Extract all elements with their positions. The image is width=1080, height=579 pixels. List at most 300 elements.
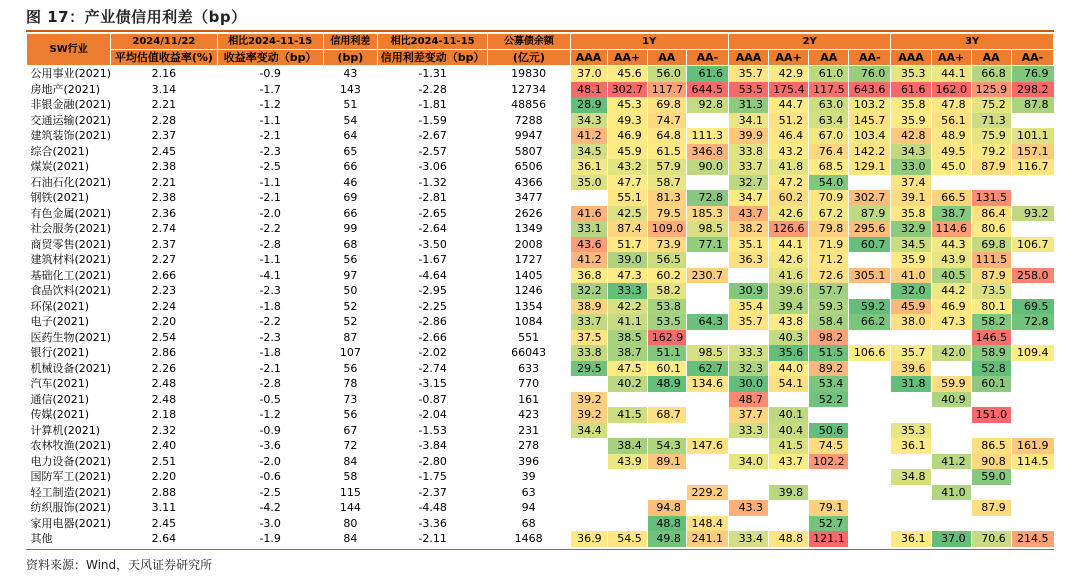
header-rating: AA- [686,50,728,66]
heat-cell: 39.9 [728,128,768,144]
table-row [27,299,1054,315]
spread-change-cell: -2.80 [418,454,447,468]
heat-cell: 35.0 [570,175,607,191]
heat-cell: 61.6 [891,82,931,98]
heat-cell: 43.7 [728,206,768,222]
industry-cell: 食品饮料(2021) [30,284,112,298]
heat-cell: 54.1 [769,376,809,392]
heat-cell: 35.7 [728,66,768,82]
heat-cell: 98.5 [686,221,728,237]
header-tenor-1y: 1Y [570,34,728,50]
spread-change-cell: -1.53 [418,423,447,437]
heat-cell: 49.5 [931,144,971,160]
header-spread-change: 信用利差变动（bp） [377,50,487,66]
heat-cell: 31.8 [891,376,931,392]
heat-cell [686,299,728,315]
spread-change-cell: -3.15 [418,377,447,391]
heat-cell: 43.3 [728,500,768,516]
heat-cell: 79.5 [647,206,686,222]
yield-change-cell: -1.2 [259,98,281,112]
heat-cell: 36.3 [728,252,768,268]
heat-cell [931,500,971,516]
heat-cell: 40.3 [769,330,809,346]
heat-cell: 229.2 [686,485,728,501]
heat-cell: 41.6 [570,206,607,222]
spread-cell: 52 [343,315,358,329]
heat-cell: 44.0 [769,361,809,377]
heat-cell: 38.2 [728,221,768,237]
header-rating: AA+ [607,50,647,66]
header-industry: SW行业 [27,34,111,66]
heat-cell: 72.8 [686,190,728,206]
spread-change-cell: -2.02 [418,346,447,360]
heat-cell: 71.3 [971,113,1011,129]
balance-cell: 7288 [514,113,543,127]
heat-cell: 37.5 [570,330,607,346]
spread-change-cell: -2.66 [418,330,447,344]
heat-cell: 38.7 [931,206,971,222]
heat-cell: 41.5 [607,407,647,423]
heat-cell: 35.3 [891,423,931,439]
heat-cell: 87.9 [849,206,891,222]
heat-cell: 33.1 [570,221,607,237]
heat-cell: 49.3 [607,113,647,129]
balance-cell: 278 [518,439,540,453]
yield-change-cell: -4.2 [259,501,281,515]
heat-cell: 93.2 [1011,206,1053,222]
yield-cell: 2.28 [151,113,177,127]
heat-cell: 295.6 [849,221,891,237]
yield-change-cell: -2.1 [259,191,281,205]
table-row [27,82,1054,98]
heat-cell: 41.2 [570,252,607,268]
spread-change-cell: -1.81 [418,98,447,112]
heat-cell: 34.3 [570,113,607,129]
heat-cell [931,423,971,439]
heat-cell [607,469,647,485]
heat-cell [931,438,971,454]
heat-cell [1011,252,1053,268]
heat-cell [769,516,809,532]
spread-cell: 56 [343,361,358,375]
heat-cell: 33.3 [607,283,647,299]
heat-cell: 87.4 [607,221,647,237]
heat-cell [849,500,891,516]
heat-cell: 66.2 [849,314,891,330]
header-rating: AA+ [931,50,971,66]
spread-cell: 144 [339,501,361,515]
industry-cell: 钢铁(2021) [30,191,90,205]
yield-cell: 2.37 [151,129,177,143]
heat-cell: 35.9 [891,113,931,129]
heat-cell [570,500,607,516]
heat-cell: 52.8 [971,361,1011,377]
heat-cell: 39.2 [570,407,607,423]
heat-cell: 44.3 [931,237,971,253]
heat-cell [809,469,849,485]
heat-cell: 59.3 [809,299,849,315]
heat-cell: 43.2 [607,159,647,175]
heat-cell [686,283,728,299]
heat-cell [570,516,607,532]
industry-cell: 煤炭(2021) [30,160,90,174]
industry-cell: 汽车(2021) [30,377,90,391]
heat-cell [1011,283,1053,299]
spread-cell: 115 [339,485,361,499]
heat-cell [891,500,931,516]
spread-change-cell: -1.67 [418,253,447,267]
balance-cell: 94 [521,501,536,515]
spread-cell: 84 [343,532,358,546]
heat-cell [647,469,686,485]
table-row [27,438,1054,454]
industry-cell: 纺织服饰(2021) [30,501,112,515]
heat-cell: 48.9 [931,128,971,144]
table-row [27,206,1054,222]
yield-cell: 2.86 [151,346,177,360]
heat-cell [971,392,1011,408]
source-note: 资料来源：Wind，天风证券研究所 [26,558,213,572]
heat-cell: 40.4 [769,423,809,439]
yield-cell: 2.74 [151,222,177,236]
heat-cell [686,469,728,485]
heat-cell: 41.6 [769,268,809,284]
heat-cell: 36.1 [891,438,931,454]
yield-change-cell: -0.9 [259,67,281,81]
heat-cell: 32.2 [570,283,607,299]
industry-cell: 电子(2021) [30,315,90,329]
yield-cell: 2.38 [151,191,177,205]
spread-cell: 73 [343,392,358,406]
yield-change-cell: -2.3 [259,330,281,344]
heat-cell: 134.6 [686,376,728,392]
spread-change-cell: -3.06 [418,160,447,174]
heat-cell: 45.9 [607,144,647,160]
heat-cell: 47.7 [607,175,647,191]
table-row [27,66,1054,82]
heat-cell: 106.7 [1011,237,1053,253]
yield-change-cell: -2.1 [259,361,281,375]
spread-cell: 65 [343,144,358,158]
heat-cell: 58.2 [647,283,686,299]
spread-change-cell: -1.32 [418,175,447,189]
table-row [27,330,1054,346]
heat-cell [1011,190,1053,206]
spread-cell: 46 [343,175,358,189]
table-row [27,454,1054,470]
yield-change-cell: -2.5 [259,160,281,174]
balance-cell: 12734 [511,82,547,96]
heat-cell: 58.4 [809,314,849,330]
heat-cell: 58.7 [647,175,686,191]
heat-cell: 35.1 [728,237,768,253]
header-vs-date-2: 相比2024-11-15 [377,34,487,50]
spread-cell: 78 [343,377,358,391]
heat-cell [728,485,768,501]
header-rating: AA+ [769,50,809,66]
industry-cell: 建筑材料(2021) [30,253,112,267]
balance-cell: 1084 [514,315,543,329]
heat-cell: 61.0 [809,66,849,82]
table-row [27,268,1054,284]
heat-cell [1011,113,1053,129]
spread-cell: 97 [343,268,358,282]
heat-cell [647,485,686,501]
balance-cell: 1727 [514,253,543,267]
heat-cell: 241.1 [686,531,728,547]
heat-cell: 70.6 [971,531,1011,547]
heat-cell: 145.7 [849,113,891,129]
spread-change-cell: -2.25 [418,299,447,313]
yield-cell: 2.45 [151,144,177,158]
yield-change-cell: -0.5 [259,392,281,406]
industry-cell: 电力设备(2021) [30,454,112,468]
heat-cell: 69.5 [1011,299,1053,315]
heat-cell [570,438,607,454]
heat-cell: 46.9 [607,128,647,144]
heat-cell: 80.6 [971,221,1011,237]
industry-cell: 有色金属(2021) [30,206,112,220]
heat-cell [809,407,849,423]
yield-cell: 2.48 [151,377,177,391]
header-tenor-3y: 3Y [891,34,1054,50]
heat-cell [607,516,647,532]
yield-cell: 2.20 [151,470,177,484]
balance-cell: 2626 [514,206,543,220]
spread-change-cell: -2.57 [418,144,447,158]
heat-cell: 64.3 [686,314,728,330]
heat-cell: 109.4 [1011,345,1053,361]
heat-cell: 75.9 [971,128,1011,144]
spread-change-cell: -2.65 [418,206,447,220]
heat-cell: 101.1 [1011,128,1053,144]
heat-cell: 35.9 [891,252,931,268]
heat-cell: 66.5 [931,190,971,206]
industry-cell: 国防军工(2021) [30,470,112,484]
yield-cell: 2.26 [151,361,177,375]
heat-cell: 346.8 [686,144,728,160]
table-row [27,361,1054,377]
heat-cell: 38.5 [607,330,647,346]
heat-cell: 36.1 [570,159,607,175]
heat-cell: 47.3 [607,268,647,284]
heat-cell: 42.6 [769,252,809,268]
heat-cell: 32.3 [728,361,768,377]
industry-cell: 传媒(2021) [30,408,90,422]
table-row [27,314,1054,330]
heat-cell: 81.3 [647,190,686,206]
heat-cell [570,469,607,485]
heat-cell: 41.5 [769,438,809,454]
spread-change-cell: -3.36 [418,516,447,530]
heat-cell: 47.8 [931,97,971,113]
heat-cell: 54.3 [647,438,686,454]
industry-cell: 机械设备(2021) [30,361,112,375]
heat-cell: 35.8 [891,206,931,222]
heat-cell: 48.8 [769,531,809,547]
heat-cell: 302.7 [607,82,647,98]
yield-change-cell: -3.0 [259,516,281,530]
industry-cell: 基础化工(2021) [30,268,112,282]
heat-cell [607,485,647,501]
spread-change-cell: -2.86 [418,315,447,329]
heat-cell: 35.6 [769,345,809,361]
heat-cell: 40.5 [931,268,971,284]
heat-cell: 68.5 [809,159,849,175]
yield-change-cell: -2.3 [259,144,281,158]
heat-cell: 90.0 [686,159,728,175]
heat-cell: 89.1 [647,454,686,470]
table-row [27,175,1054,191]
spread-cell: 66 [343,160,358,174]
heat-cell: 51.7 [607,237,647,253]
industry-cell: 医药生物(2021) [30,330,112,344]
heat-cell: 33.7 [570,314,607,330]
heat-cell: 52.2 [809,392,849,408]
heat-cell [849,283,891,299]
table-row [27,423,1054,439]
table-row [27,221,1054,237]
heat-cell [686,252,728,268]
heat-cell: 79.2 [971,144,1011,160]
heat-cell: 70.9 [809,190,849,206]
industry-cell: 轻工制造(2021) [30,485,112,499]
heat-cell: 33.3 [728,423,768,439]
heat-cell: 151.0 [971,407,1011,423]
yield-cell: 2.21 [151,98,177,112]
heat-cell: 33.0 [891,159,931,175]
figure-title: 图 17：产业债信用利差（bp） [26,8,247,26]
heat-cell: 98.2 [809,330,849,346]
heat-cell: 36.8 [570,268,607,284]
heat-cell: 69.8 [971,237,1011,253]
industry-cell: 计算机(2021) [30,423,101,437]
industry-cell: 非银金融(2021) [30,98,112,112]
heat-cell: 48.1 [570,82,607,98]
yield-change-cell: -1.2 [259,408,281,422]
spread-change-cell: -4.48 [418,501,447,515]
industry-cell: 石油石化(2021) [30,175,112,189]
spread-change-cell: -2.37 [418,485,447,499]
heat-cell: 45.9 [891,299,931,315]
heat-cell: 58.2 [971,314,1011,330]
spread-cell: 66 [343,206,358,220]
heat-cell [849,252,891,268]
heat-cell: 44.1 [931,66,971,82]
heat-cell [686,454,728,470]
industry-cell: 综合(2021) [30,144,90,158]
balance-cell: 63 [521,485,536,499]
heat-cell: 117.7 [647,82,686,98]
balance-cell: 39 [521,470,536,484]
heat-cell [570,376,607,392]
heat-cell [686,423,728,439]
heat-cell [769,392,809,408]
heat-cell: 44.7 [769,97,809,113]
heat-cell [849,392,891,408]
heat-cell: 37.0 [931,531,971,547]
heat-cell: 87.8 [1011,97,1053,113]
heat-cell: 39.8 [769,485,809,501]
heat-cell: 72.8 [1011,314,1053,330]
heat-cell: 34.8 [891,469,931,485]
heat-cell: 51.5 [809,345,849,361]
yield-cell: 2.32 [151,423,177,437]
yield-change-cell: -1.7 [259,82,281,96]
balance-cell: 1349 [514,222,543,236]
spread-change-cell: -2.64 [418,222,447,236]
heat-cell: 54.0 [809,175,849,191]
balance-cell: 6506 [514,160,543,174]
balance-cell: 770 [518,377,540,391]
industry-cell: 通信(2021) [30,392,90,406]
yield-change-cell: -1.1 [259,253,281,267]
heat-cell: 48.8 [647,516,686,532]
heat-cell: 157.1 [1011,144,1053,160]
yield-cell: 2.24 [151,299,177,313]
heat-cell: 45.3 [607,97,647,113]
heat-cell: 74.7 [647,113,686,129]
industry-cell: 房地产(2021) [30,82,101,96]
balance-cell: 5807 [514,144,543,158]
heat-cell: 47.2 [769,175,809,191]
heat-cell: 35.4 [728,299,768,315]
yield-change-cell: -2.1 [259,129,281,143]
heat-cell: 87.9 [971,159,1011,175]
heat-cell [686,407,728,423]
spread-cell: 58 [343,470,358,484]
spread-change-cell: -2.81 [418,191,447,205]
heat-cell [931,516,971,532]
yield-change-cell: -4.1 [259,268,281,282]
yield-change-cell: -2.3 [259,284,281,298]
heat-cell: 43.2 [769,144,809,160]
heat-cell [849,361,891,377]
heat-cell: 67.2 [809,206,849,222]
heat-cell: 77.1 [686,237,728,253]
heat-cell: 41.1 [607,314,647,330]
heat-cell: 121.1 [809,531,849,547]
spread-cell: 43 [343,67,358,81]
heat-cell: 39.6 [769,283,809,299]
yield-cell: 2.21 [151,175,177,189]
yield-change-cell: -1.9 [259,532,281,546]
yield-change-cell: -2.2 [259,315,281,329]
table-row [27,159,1054,175]
heat-cell: 45.6 [607,66,647,82]
heat-cell: 302.7 [849,190,891,206]
spread-change-cell: -3.50 [418,237,447,251]
heat-cell: 92.8 [686,97,728,113]
heat-cell: 98.5 [686,345,728,361]
industry-cell: 交通运输(2021) [30,113,112,127]
heat-cell [891,330,931,346]
table-row [27,237,1054,253]
yield-change-cell: -2.0 [259,206,281,220]
heat-cell: 28.9 [570,97,607,113]
table-row [27,531,1054,547]
heat-cell: 162.0 [931,82,971,98]
spread-change-cell: -2.04 [418,408,447,422]
spread-cell: 72 [343,439,358,453]
heat-cell: 64.8 [647,128,686,144]
header-yield-change: 收益率变动（bp） [217,50,323,66]
heat-cell: 35.7 [891,345,931,361]
heat-cell: 87.9 [971,268,1011,284]
spread-change-cell: -2.95 [418,284,447,298]
heat-cell: 161.9 [1011,438,1053,454]
yield-cell: 2.45 [151,516,177,530]
